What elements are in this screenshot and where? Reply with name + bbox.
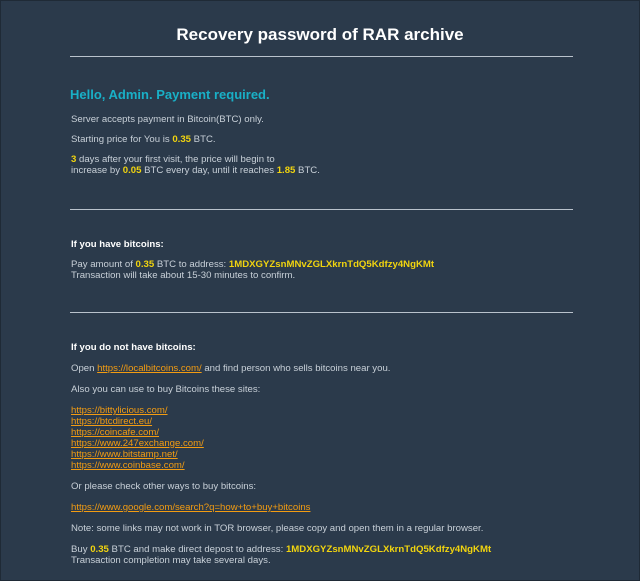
days-value: 3 [71, 154, 77, 165]
confirm-time-text: Transaction will take about 15-30 minutes to confirm. [71, 270, 296, 281]
sites-list [71, 405, 611, 471]
direct-deposit-text: Buy 0.35 BTC and make direct depost to address: 1MDXGYZsnMNvZGLXkrnTdQ5Kdfzy4NgKMt Transaction completion may take several days. [71, 544, 492, 566]
deposit-btc-address[interactable]: 1MDXGYZsnMNvZGLXkrnTdQ5Kdfzy4NgKMt [285, 544, 492, 555]
also-sites-text: Also you can use to buy Bitcoins these sites: [71, 384, 261, 395]
no-bitcoins-heading: If you do not have bitcoins: [71, 342, 196, 353]
site-link-coinbase[interactable]: https://www.coinbase.com/ [71, 460, 185, 471]
max-price-value: 1.85 [276, 165, 296, 176]
pay-amount-value: 0.35 [135, 259, 155, 270]
site-link-247exchange[interactable]: https://www.247exchange.com/ [71, 438, 204, 449]
other-ways-text: Or please check other ways to buy bitcoins: [71, 481, 257, 492]
buy-amount-value: 0.35 [90, 544, 109, 555]
have-bitcoins-section [71, 239, 611, 281]
site-link-coincafe[interactable]: https://coincafe.com/ [71, 427, 159, 438]
starting-price-value: 0.35 [172, 134, 192, 145]
tor-note-text: Note: some links may not work in TOR browser, please copy and open them in a regular browser. [71, 523, 484, 534]
divider [70, 56, 573, 57]
no-bitcoins-section [71, 342, 611, 566]
site-link-bitstamp[interactable]: https://www.bitstamp.net/ [71, 449, 178, 460]
divider [70, 312, 573, 313]
google-search-link[interactable]: https://www.google.com/search?q=how+to+buy+bitcoins [71, 502, 311, 513]
increase-value: 0.05 [122, 165, 142, 176]
site-link-bittylicious[interactable]: https://bittylicious.com/ [71, 405, 168, 416]
have-bitcoins-heading: If you have bitcoins: [71, 239, 164, 250]
starting-price-text: Starting price for You is 0.35 BTC. [71, 134, 216, 145]
completion-time-text: Transaction completion may take several days. [71, 555, 271, 566]
payment-method-text: Server accepts payment in Bitcoin(BTC) only. [71, 114, 264, 125]
divider [70, 209, 573, 210]
site-link-btcdirect[interactable]: https://btcdirect.eu/ [71, 416, 153, 427]
pay-amount-text: Pay amount of 0.35 BTC to address: 1MDXGYZsnMNvZGLXkrnTdQ5Kdfzy4NgKMt Transaction will take about 15-30 minutes to confirm. [71, 259, 435, 281]
btc-address[interactable]: 1MDXGYZsnMNvZGLXkrnTdQ5Kdfzy4NgKMt [228, 259, 435, 270]
localbitcoins-text: Open https://localbitcoins.com/ and find person who sells bitcoins near you. [71, 363, 391, 374]
intro-section [71, 114, 611, 176]
greeting: Hello, Admin. Payment required. [70, 87, 270, 102]
localbitcoins-link[interactable]: https://localbitcoins.com/ [97, 363, 202, 374]
price-increase-text: 3 days after your first visit, the price will begin to increase by 0.05 BTC every day, until it reaches 1.85 BTC. [71, 154, 320, 176]
page-title: Recovery password of RAR archive [176, 25, 464, 44]
